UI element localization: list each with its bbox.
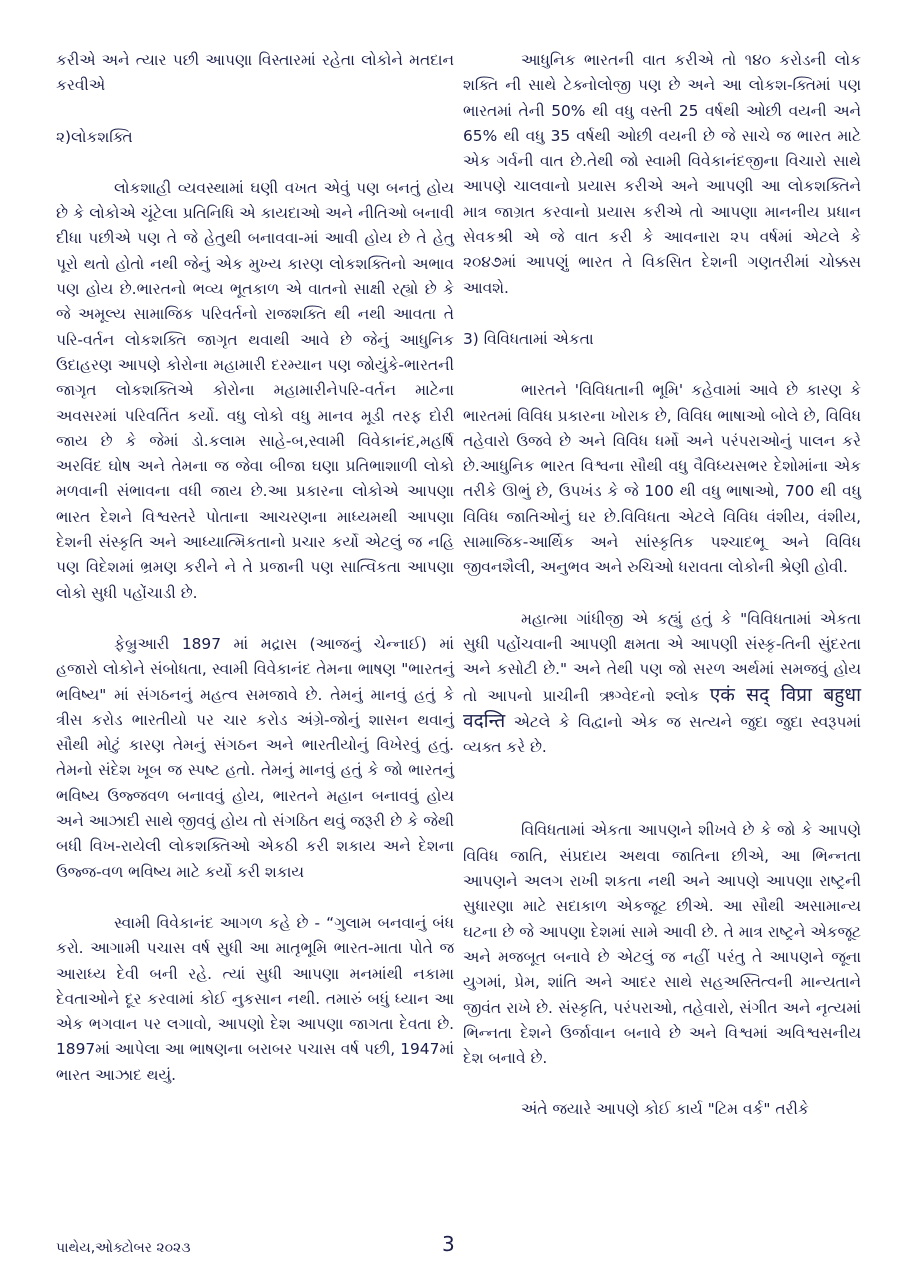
paragraph-land-of-diversity: ભારતને 'વિવિધતાની ભૂમિ' કહેવામાં આવે છે કારણ કે ભારતમાં વિવિધ પ્રકારના ખોરાક છે, વિવિધ ભાષાઓ બોલે છે, વિવિધ તહેવારો ઉજવે છે અને વિવિધ ધર્મો અને પરંપરાઓનું પાલન કરે છે.આધુનિક ભારત વિશ્વના સૌથી વધુ વૈવિધ્યસભર દેશોમાંના એક તરીકે ઊભું છે, ઉપખંડ કે જે 100 થી વધુ ભાષાઓ, 700 થી વધુ વિવિધ જાતિઓનું ઘર છે.વિવિધતા એટલે વિવિધ વંશીય, વંશીય, સામાજિક-આર્થિક અને સાંસ્કૃતિક પશ્ચાદભૂ અને વિવિધ જીવનશૈલી, અનુભવ અને રુચિઓ ધરાવતા લોકોની શ્રેણી હોવી. bbox=[463, 381, 861, 577]
gandhi-quote-text: મહાત્મા ગાંધીજી એ કહ્યું હતું કે "વિવિધતામાં એકતા સુધી પહોંચવાની આપણી ક્ષમતા એ આપણી સંસ્કૃ-તિની સુંદરતા અને કસોટી છે." અને તેથી પણ જો સરળ અર્થમાં સમજવું હોય તો આપનો પ્રાચીની ઋગ્વેદનો શ્લોક bbox=[463, 609, 861, 705]
shloka-meaning: એટલે કે વિદ્વાનો એક જ સત્યને જુદા જુદા સ્વરૂપમાં વ્યક્ત કરે છે. bbox=[463, 712, 861, 757]
paragraph-madras-speech: ફેબ્રુઆરી 1897 માં મદ્રાસ (આજનું ચેન્નાઈ) માં હજારો લોકોને સંબોધતા, સ્વામી વિવેકાનંદ તેમના ભાષણ "ભારતનું ભવિષ્ય" માં સંગઠનનું મહત્વ સમજાવે છે. તેમનું માનવું હતું કે ત્રીસ કરોડ ભારતીયો પર ચાર કરોડ અંગ્રે-જોનું શાસન થવાનું સૌથી મોટું કારણ તેમનું સંગઠન અને ભારતીયોનું વિખેરવું હતું. તેમનો સંદેશ ખૂબ જ સ્પષ્ટ હતો. તેમનું માનવું હતું કે જો ભારતનું ભવિષ્ય ઉજ્જવળ બનાવવું હોય, ભારતને મહાન બનાવવું હોય અને આઝાદી સાથે જીવવું હોય તો સંગઠિત થવું જરૂરી છે કે જેથી બધી વિખ-રાયેલી લોકશક્તિઓ એકઠી કરી શકાય અને દેશના ઉજ્જ-વળ ભવિષ્ય માટે કર્યો કરી શકાય bbox=[56, 634, 454, 881]
footer-publication: પાથેય,ઓક્ટોબર ૨૦૨૩ bbox=[56, 1240, 191, 1256]
paragraph-modern-india: આધુનિક ભારતની વાત કરીએ તો ૧૪૦ કરોડની લોક શક્તિ ની સાથે ટેક્નોલોજી પણ છે અને આ લોકશ-ક્તિમાં પણ ભારતમાં તેની 50% થી વધુ વસ્તી 25 વર્ષથી ઓછી વયની અને 65% થી વધુ 35 વર્ષથી ઓછી વયની છે જે સાચે જ ભારત માટે એક ગર્વની વાત છે.તેથી જો સ્વામી વિવેકાનંદજીના વિચારો સાથે આપણે ચાલવાનો પ્રયાસ કરીએ અને આપણી આ લોકશક્તિને માત્ર જાગ્રત કરવાનો પ્રયાસ કરીએ તો આપણા માનનીય પ્રધાન સેવકશ્રી એ જે વાત કરી કે આવનારા ૨૫ વર્ષમાં એટલે કે ૨૦૪૭માં આપણું ભારત તે વિકસિત દેશની ગણતરીમાં ચોક્કસ આવશે. bbox=[463, 51, 861, 297]
section-heading-lokshakti: ૨)લોકશક્તિ bbox=[56, 127, 133, 146]
intro-paragraph: કરીએ અને ત્યાર પછી આપણા વિસ્તારમાં રહેતા લોકોને મતદાન કરવીએ bbox=[56, 51, 454, 95]
paragraph-gandhi-quote bbox=[463, 607, 861, 761]
paragraph-vivekananda-quote: સ્વામી વિવેકાનંદ આગળ કહે છે - “ગુલામ બનવાનું બંધ કરો. આગામી પચાસ વર્ષ સુધી આ માતૃભૂમિ ભારત-માતા પોતે જ આરાધ્ય દેવી બની રહે. ત્યાં સુધી આપણા મનમાંથી નકામા દેવતાઓને દૂર કરવામાં કોઈ નુકસાન નથી. તમારું બધું ધ્યાન આ એક ભગવાન પર લગાવો, આપણો દેશ આપણા જાગતા દેવતા છે. 1897માં આપેલા આ ભાષણના બરાબર પચાસ વર્ષ પછી, 1947માં ભારત આઝાદ થયું. bbox=[56, 913, 454, 1084]
page-number: 3 bbox=[442, 1232, 455, 1256]
section-heading-unity-in-diversity: 3) વિવિધતામાં એકતા bbox=[463, 329, 594, 348]
left-column bbox=[56, 48, 454, 1088]
sanskrit-shloka: एकं सद् विप्रा बहुधा वदन्ति bbox=[463, 683, 861, 732]
right-column bbox=[463, 48, 861, 1123]
paragraph-team-work: અંતે જયારે આપણે કોઈ કાર્ય "ટિમ વર્ક" તરીકે bbox=[521, 1100, 809, 1119]
paragraph-unity-teaches: વિવિધતામાં એકતા આપણને શીખવે છે કે જો કે આપણે વિવિધ જાતિ, સંપ્રદાય અથવા જાતિના છીએ, આ ભિન્નતા આપણને અલગ રાખી શકતા નથી અને આપણે આપણા રાષ્ટ્રની સુધારણા માટે સદાકાળ એકજૂટ છીએ. આ સૌથી અસામાન્ય ઘટના છે જે આપણા દેશમાં સામે આવી છે. તે માત્ર રાષ્ટ્રને એકજૂટ અને મજબૂત બનાવે છે એટલું જ નહીં પરંતુ તે આપણને જૂના યુગમાં, પ્રેમ, શાંતિ અને આદર સાથે સહઅસ્તિત્વની માન્યતાને જીવંત રાખે છે. સંસ્કૃતિ, પરંપરાઓ, તહેવારો, સંગીત અને નૃત્યમાં ભિન્નતા દેશને ઉર્જાવાન બનાવે છે અને વિશ્વમાં અવિશ્વસનીય દેશ બનાવે છે. bbox=[463, 821, 861, 1068]
paragraph-lokshakti: લોકશાહી વ્યવસ્થામાં ઘણી વખત એવું પણ બનતું હોય છે કે લોકોએ ચૂંટેલા પ્રતિનિધિ એ કાયદાઓ અને નીતિઓ બનાવી દીધા પછીએ પણ તે જે હેતુથી બનાવવા-માં આવી હોય છે તે હેતુ પૂરો થતો હોતો નથી જેનું એક મુખ્ય કારણ લોકશક્તિનો અભાવ પણ હોય છે.ભારતનો ભવ્ય ભૂતકાળ એ વાતનો સાક્ષી રહ્યો છે કે જે અમૂલ્ય સામાજિક પરિવર્તનો રાજશક્તિ થી નથી આવતા તે પરિ-વર્તન લોકશક્તિ જાગૃત થવાથી આવે છે જેનું આધુનિક ઉદાહરણ આપણે કોરોના મહામારી દરમ્યાન પણ જોયુંકે-ભારતની જાગૃત લોકશક્તિએ કોરોના મહામારીનેપરિ-વર્તન માટેના અવસરમાં પરિવર્તિત કર્યો. વધુ લોકો વધુ માનવ મૂડી તરફ દોરી જાય છે કે જેમાં ડો.કલામ સાહે-બ,સ્વામી વિવેકાનંદ,મહર્ષિ અરવિંદ ઘોષ અને તેમના જ જેવા બીજા ઘણા પ્રતિભાશાળી લોકો મળવાની સંભાવના વધી જાય છે.આ પ્રકારના લોકોએ આપણા ભારત દેશને વિશ્વસ્તરે પોતાના આચરણના માધ્યમથી આપણા દેશની સંસ્કૃતિ અને આધ્યાત્મિકતાનો પ્રચાર કર્યો એટલું જ નહિ પણ વિદેશમાં ભ્રમણ કરીને ને તે પ્રજાની પણ સાત્વિકતા આપણા લોકો સુધી પહોંચાડી છે. bbox=[56, 178, 454, 602]
